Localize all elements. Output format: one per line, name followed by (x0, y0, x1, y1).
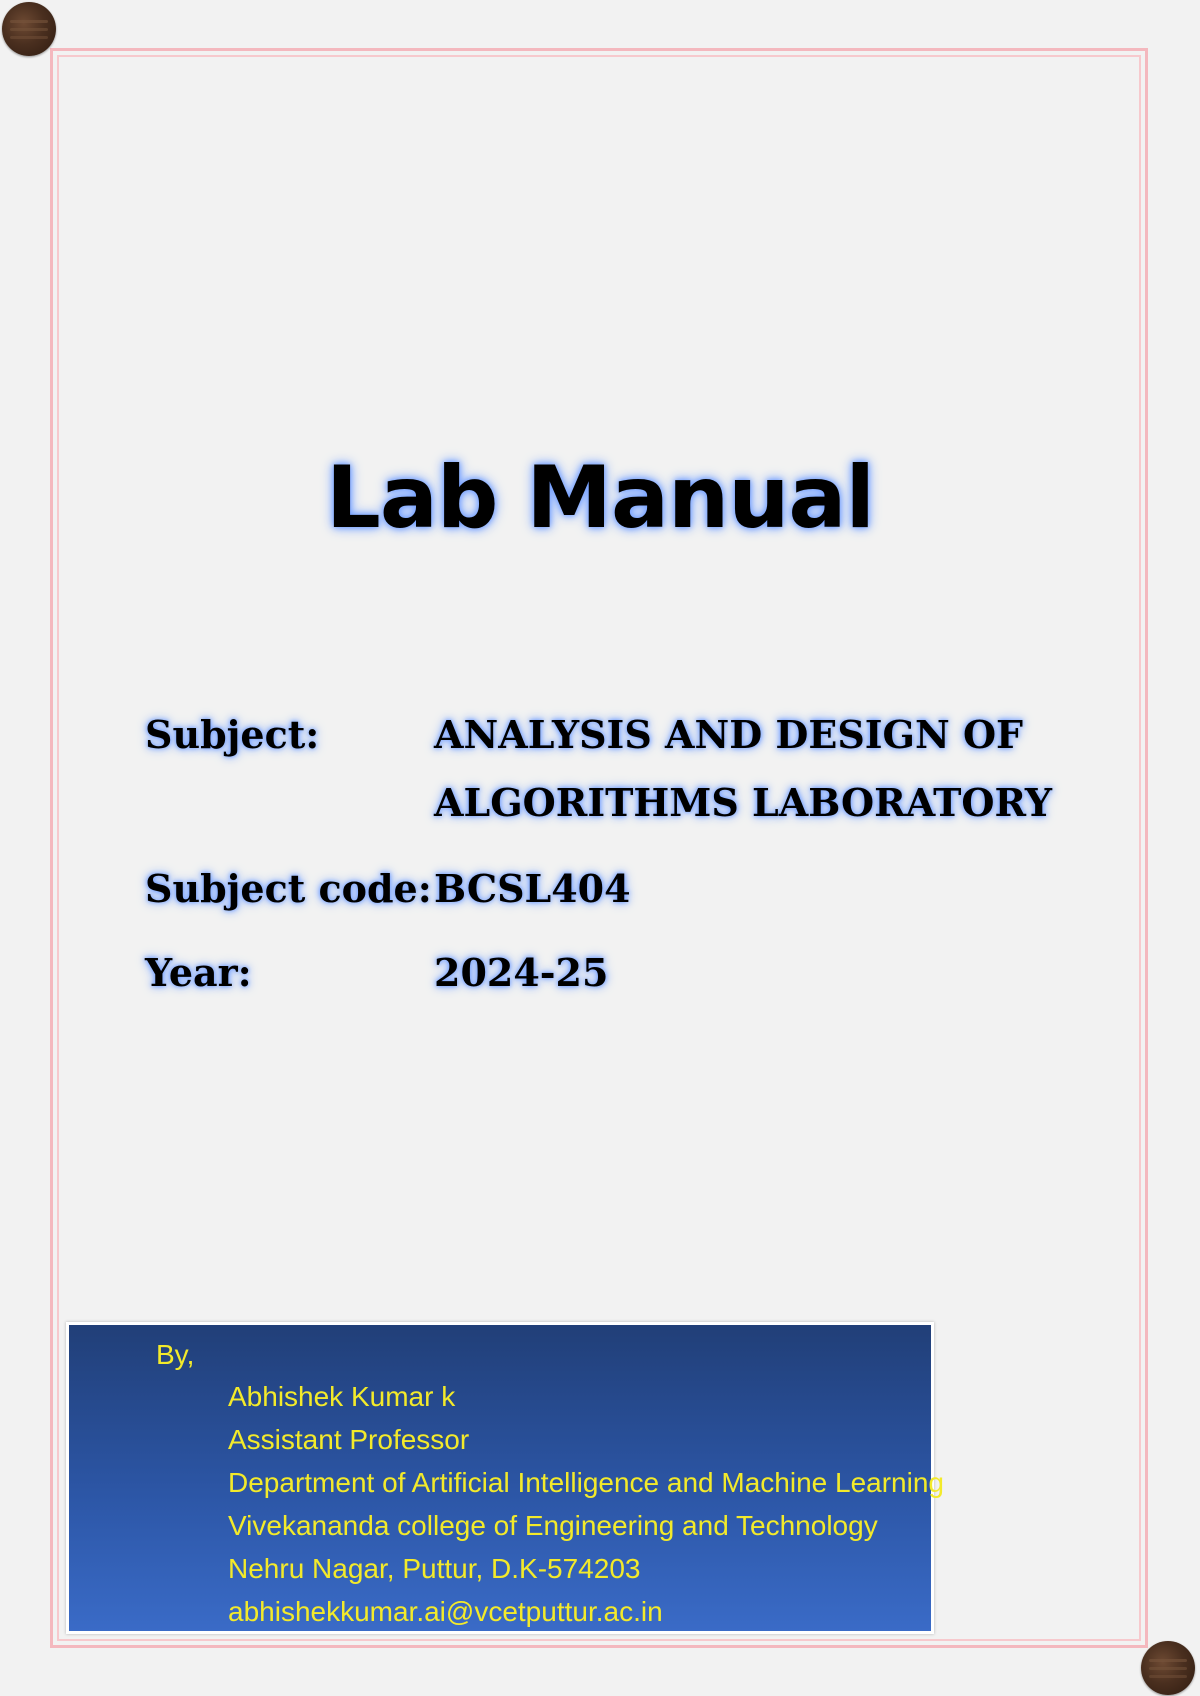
year-label: Year: (145, 950, 252, 995)
subject-code-value: BCSL404 (434, 866, 631, 911)
subject-value-line1: ANALYSIS AND DESIGN OF (434, 712, 1024, 757)
subject-code-label: Subject code: (145, 866, 432, 911)
author-address: Nehru Nagar, Puttur, D.K-574203 (228, 1553, 641, 1584)
author-email[interactable]: abhishekkumar.ai@vcetputtur.ac.in (228, 1596, 663, 1627)
pin-bottom-right-icon (1141, 1641, 1195, 1695)
by-label: By, (156, 1339, 195, 1370)
pin-top-left-icon (2, 2, 56, 56)
author-name: Abhishek Kumar k (228, 1381, 456, 1412)
page-title: Lab Manual (326, 448, 874, 548)
author-designation: Assistant Professor (228, 1424, 470, 1455)
author-department: Department of Artificial Intelligence and Machine Learning (228, 1467, 944, 1498)
year-value: 2024-25 (434, 950, 609, 995)
subject-label: Subject: (145, 712, 320, 757)
subject-value-line2: ALGORITHMS LABORATORY (434, 780, 1053, 825)
author-info-box (66, 1322, 944, 1634)
author-college: Vivekananda college of Engineering and Technology (228, 1510, 878, 1541)
